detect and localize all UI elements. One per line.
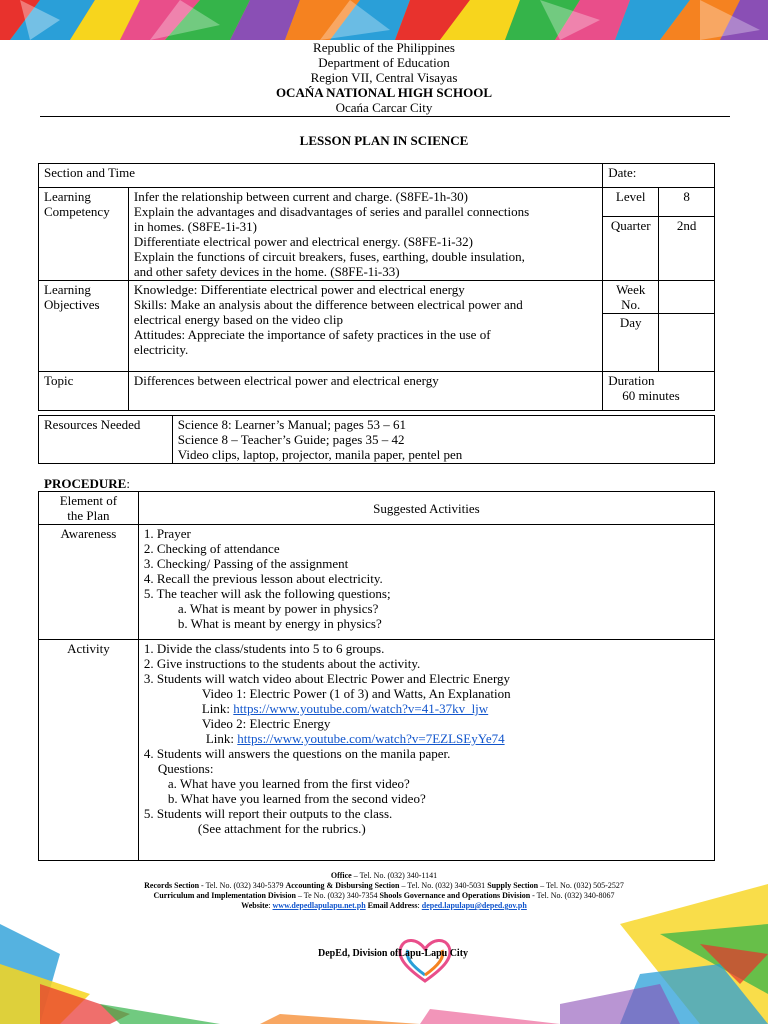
header-department: Department of Education — [318, 55, 450, 70]
element-header: Element of the Plan — [39, 492, 139, 525]
competency-text: Infer the relationship between current and charge. (S8FE-1h-30) Explain the advantages and disadvantages of series and parallel connections in homes. (S8FE-1i-31) Differentiate electrical power and electrical energy. (S8FE-1i-32) Explain the functions of circuit breakers, fuses, earthing, double insulation, and other safety devices in the home. (S8FE-1i-33) — [128, 188, 602, 281]
activities-header: Suggested Activities — [138, 492, 714, 525]
video1-link[interactable]: https://www.youtube.com/watch?v=41-37kv_ljw — [233, 701, 489, 716]
level-label: Level — [603, 188, 659, 217]
lesson-info-table — [38, 163, 715, 411]
procedure-table — [38, 491, 715, 861]
date-label: Date: — [603, 164, 715, 188]
day-label: Day — [603, 314, 659, 372]
header-divider — [40, 116, 730, 117]
quarter-value: 2nd — [659, 217, 715, 281]
awareness-label: Awareness — [39, 525, 139, 640]
video2-link[interactable]: https://www.youtube.com/watch?v=7EZLSEyYe74 — [237, 731, 505, 746]
resources-list: Science 8: Learner’s Manual; pages 53 – 61 Science 8 – Teacher’s Guide; pages 35 – 42 Video clips, laptop, projector, manila paper, pentel pen — [172, 416, 714, 464]
topic-value: Differences between electrical power and electrical energy — [128, 372, 602, 411]
division-signature: DepEd, Division ofLapu-Lapu City — [318, 948, 469, 959]
header-city: Ocańa Carcar City — [335, 100, 433, 115]
topic-label: Topic — [39, 372, 129, 411]
objectives-label: Learning Objectives — [39, 281, 129, 372]
day-value — [659, 314, 715, 372]
resources-label: Resources Needed — [39, 416, 173, 464]
header-republic: Republic of the Philippines — [313, 40, 455, 55]
resources-table — [38, 415, 715, 464]
level-value: 8 — [659, 188, 715, 217]
competency-label: Learning Competency — [39, 188, 129, 281]
week-value — [659, 281, 715, 314]
procedure-heading: PROCEDURE: — [44, 476, 130, 491]
activity-label: Activity — [39, 640, 139, 861]
week-label: Week No. — [603, 281, 659, 314]
duration-cell: Duration 60 minutes — [603, 372, 715, 411]
objectives-text: Knowledge: Differentiate electrical power and electrical energy Skills: Make an analysis about the difference between electrical power and electrical energy based on the video clip Attitudes: Appreciate the importance of safety practices in the use of electricity. — [128, 281, 602, 372]
awareness-list: 1. Prayer 2. Checking of attendance 3. Checking/ Passing of the assignment 4. Recall the previous lesson about electricity. 5. The teacher will ask the following questions; a. What is meant by power in physics? b. What is meant by energy in physics? — [138, 525, 714, 640]
deped-heart-icon — [395, 935, 455, 985]
website-link[interactable]: www.depedlapulapu.net.ph — [272, 901, 366, 910]
header-region: Region VII, Central Visayas — [310, 70, 458, 85]
letterhead — [0, 40, 768, 115]
activity-list: 1. Divide the class/students into 5 to 6 groups. 2. Give instructions to the students about the activity. 3. Students will watch video about Electric Power and Electric Energy Video 1: Electric Power (1 of 3) and Watts, An Explanation Link: https://www.youtube.com/watch?v=41-37kv_ljw Video 2: Electric Energy Link: https://www.youtube.com/watch?v=7EZLSEyYe74 4. Students will answers the questions on the manila paper. Questions: a. What have you learned from the first video? b. What have you learned from the second video? 5. Students will report their outputs to the class. (See attachment for the rubrics.) — [138, 640, 714, 861]
section-time-label: Section and Time — [39, 164, 603, 188]
email-link[interactable]: deped.lapulapu@deped.gov.ph — [421, 901, 527, 910]
top-mosaic-banner — [0, 0, 768, 40]
quarter-label: Quarter — [603, 217, 659, 281]
header-school: OCAŃA NATIONAL HIGH SCHOOL — [275, 85, 493, 100]
page-title: LESSON PLAN IN SCIENCE — [299, 133, 469, 148]
footer-contact: Office – Tel. No. (032) 340-1141 Records Section - Tel. No. (032) 340-5379 Accounting & Disbursing Section – Tel. No. (032) 340-5031 Supply Section – Tel. No. (032) 505-2527 Curriculum and Implementation Division – Te No. (032) 340-7354 Shools Governance and Operations Division - Tel. No. (032) 340-8067 Website: www.depedlapulapu.net.ph Email Address: deped.lapulapu@deped.gov.ph — [144, 871, 624, 910]
